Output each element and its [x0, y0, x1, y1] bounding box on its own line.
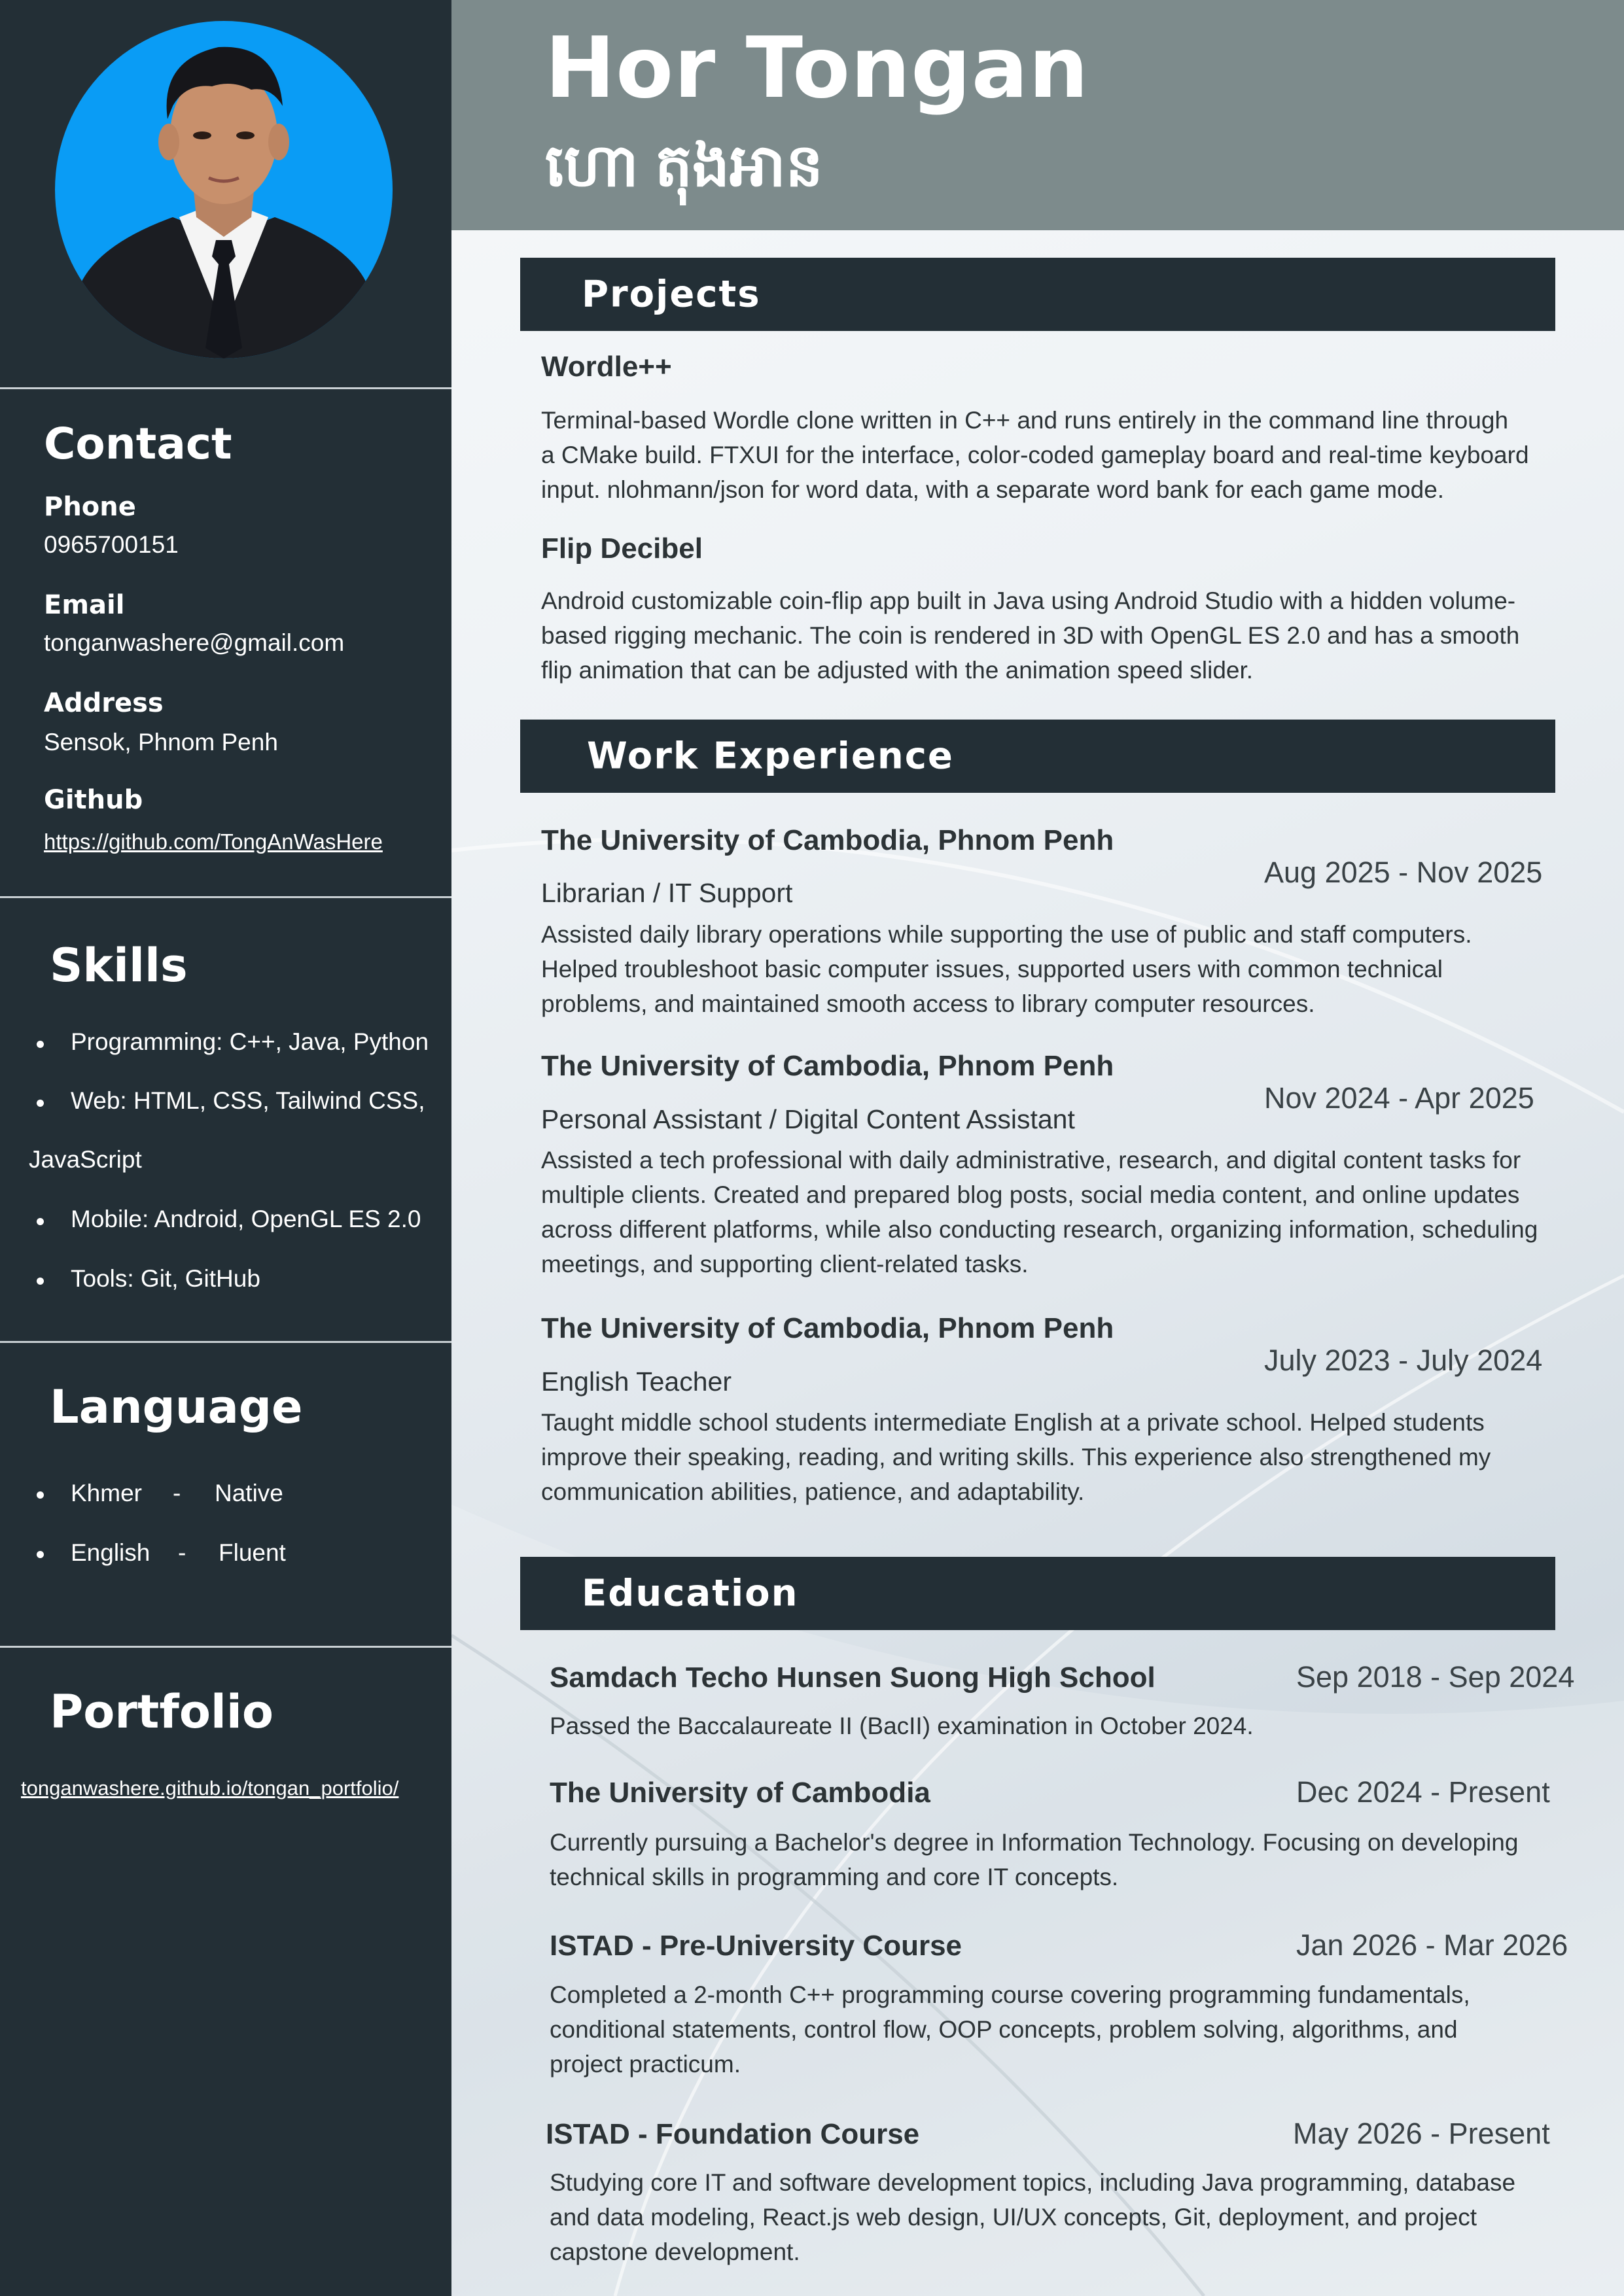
work-date: Aug 2025 - Nov 2025	[1264, 856, 1543, 889]
sidebar-divider	[0, 1646, 451, 1648]
language-level: Fluent	[219, 1539, 286, 1566]
project-description: Terminal-based Wordle clone written in C++ and runs entirely in the command line through a CMake build. FTXUI for the interface, color-coded gameplay board and real-time keyboard input. nlohmann/json for word data, with a separate word bank for each game mode.	[541, 407, 1529, 503]
header-band	[451, 0, 1624, 230]
work-section-bar	[520, 720, 1555, 793]
work-role: English Teacher	[541, 1366, 732, 1397]
skill-item: Web: HTML, CSS, Tailwind CSS,	[71, 1087, 425, 1114]
email-label: Email	[44, 590, 125, 620]
bullet-icon	[37, 1041, 44, 1048]
education-date: Jan 2026 - Mar 2026	[1296, 1928, 1568, 1962]
language-heading: Language	[50, 1380, 303, 1434]
language-name: English	[71, 1539, 150, 1566]
skills-heading: Skills	[50, 939, 188, 992]
education-school: ISTAD - Pre-University Course	[550, 1930, 962, 1962]
education-description: Studying core IT and software development topics, including Java programming, database and data modeling, React.js web design, UI/UX concepts, Git, deployment, and project capstone development.	[550, 2169, 1516, 2265]
skill-item: Programming: C++, Java, Python	[71, 1028, 429, 1055]
project-title: Flip Decibel	[541, 532, 703, 565]
profile-photo	[55, 21, 393, 358]
language-separator: -	[178, 1539, 186, 1566]
education-date: Sep 2018 - Sep 2024	[1296, 1660, 1575, 1694]
education-description: Passed the Baccalaureate II (BacII) examination in October 2024.	[550, 1713, 1254, 1739]
skill-item: Tools: Git, GitHub	[71, 1265, 260, 1292]
sidebar-divider	[0, 387, 451, 389]
github-label: Github	[44, 785, 143, 815]
sidebar	[0, 0, 451, 2296]
portfolio-link[interactable]: tonganwashere.github.io/tongan_portfolio/	[21, 1777, 399, 1800]
candidate-name: Hor Tongan	[545, 20, 1089, 117]
bullet-icon	[37, 1278, 44, 1285]
phone-value: 0965700151	[44, 531, 179, 558]
phone-label: Phone	[44, 492, 136, 522]
work-organization: The University of Cambodia, Phnom Penh	[541, 1050, 1114, 1082]
education-date: Dec 2024 - Present	[1296, 1775, 1550, 1809]
education-school: The University of Cambodia	[550, 1777, 930, 1809]
work-heading: Work Experience	[587, 735, 954, 778]
education-description: Completed a 2-month C++ programming course covering programming fundamentals, conditional statements, control flow, OOP concepts, problem solving, algorithms, and project practicum.	[550, 1981, 1470, 2078]
work-role: Personal Assistant / Digital Content Assistant	[541, 1104, 1075, 1134]
skill-item-continued: JavaScript	[29, 1146, 142, 1173]
contact-heading: Contact	[44, 419, 232, 469]
education-date: May 2026 - Present	[1293, 2117, 1550, 2150]
projects-section-bar	[520, 258, 1555, 331]
main-content	[451, 0, 1624, 2296]
address-label: Address	[44, 688, 164, 718]
language-separator: -	[173, 1480, 181, 1506]
bullet-icon	[37, 1491, 44, 1499]
education-heading: Education	[582, 1572, 799, 1615]
work-role: Librarian / IT Support	[541, 878, 793, 908]
language-level: Native	[215, 1480, 283, 1506]
github-link[interactable]: https://github.com/TongAnWasHere	[44, 829, 383, 854]
work-description: Assisted daily library operations while supporting the use of public and staff computers. Helped troubleshoot basic computer issues, supported users with common technical problems, and maintained smooth access to library computer resources.	[541, 921, 1472, 1017]
bullet-icon	[37, 1218, 44, 1225]
education-description: Currently pursuing a Bachelor's degree in Information Technology. Focusing on developing technical skills in programming and core IT concepts.	[550, 1829, 1519, 1890]
address-value: Sensok, Phnom Penh	[44, 729, 278, 756]
bullet-icon	[37, 1551, 44, 1558]
work-date: Nov 2024 - Apr 2025	[1264, 1081, 1534, 1115]
work-description: Taught middle school students intermediate English at a private school. Helped students improve their speaking, reading, and writing skills. This experience also strengthened my communication abilities, patience, and adaptability.	[541, 1409, 1491, 1505]
candidate-name-khmer: ហោ តុងអាន	[545, 133, 823, 199]
project-description: Android customizable coin-flip app built in Java using Android Studio with a hidden volume- based rigging mechanic. The coin is rendered in 3D with OpenGL ES 2.0 and has a smooth flip animation that can be adjusted with the animation speed slider.	[541, 587, 1520, 684]
education-section-bar	[520, 1557, 1555, 1630]
language-name: Khmer	[71, 1480, 142, 1506]
avatar	[55, 21, 393, 358]
email-value[interactable]: tonganwashere@gmail.com	[44, 629, 345, 656]
work-organization: The University of Cambodia, Phnom Penh	[541, 1312, 1114, 1344]
skill-item: Mobile: Android, OpenGL ES 2.0	[71, 1206, 421, 1232]
work-organization: The University of Cambodia, Phnom Penh	[541, 824, 1114, 856]
education-school: Samdach Techo Hunsen Suong High School	[550, 1661, 1156, 1694]
bullet-icon	[37, 1100, 44, 1107]
work-description: Assisted a tech professional with daily administrative, research, and digital content tasks for multiple clients. Created and prepared blog posts, social media content, and online updates across different platforms, while also conducting research, organizing information, scheduling meetings, and supporting client-related tasks.	[541, 1147, 1538, 1278]
work-date: July 2023 - July 2024	[1264, 1344, 1543, 1377]
sidebar-divider	[0, 896, 451, 898]
projects-heading: Projects	[582, 273, 761, 316]
project-title: Wordle++	[541, 351, 672, 383]
sidebar-divider	[0, 1341, 451, 1343]
portfolio-heading: Portfolio	[50, 1685, 274, 1739]
education-school: ISTAD - Foundation Course	[546, 2118, 920, 2150]
